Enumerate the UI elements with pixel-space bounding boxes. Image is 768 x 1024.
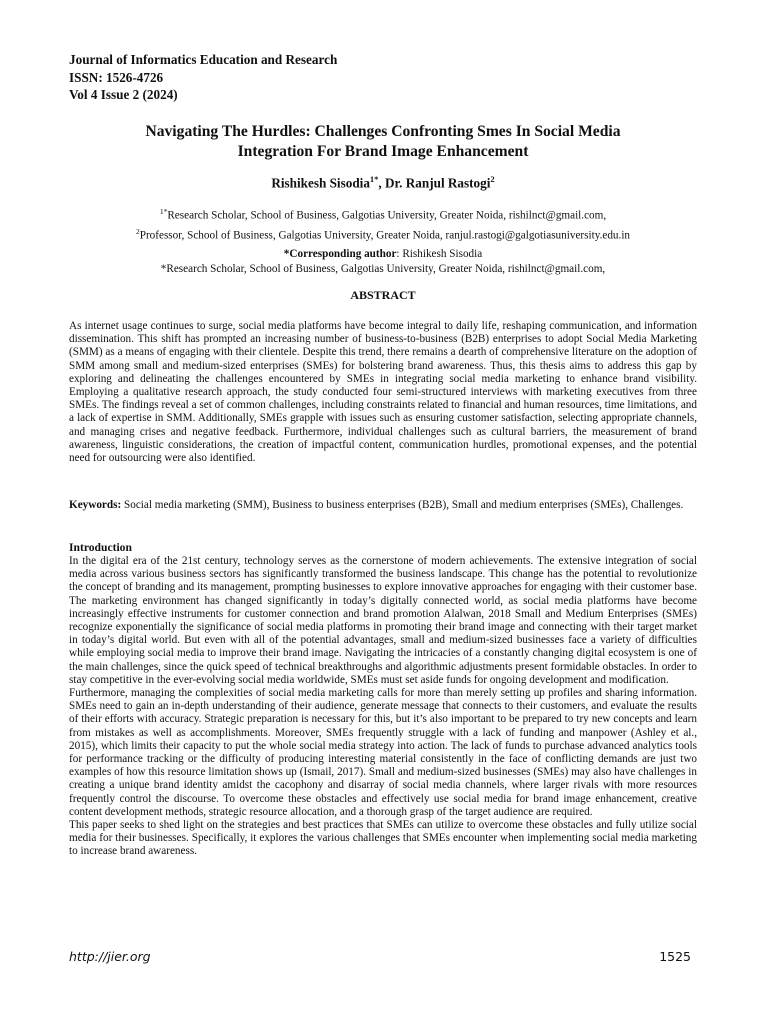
corresponding-affiliation: *Research Scholar, School of Business, Galgotias University, Greater Noida, rishilnct@gmail.com,	[160, 263, 606, 275]
affiliation-2	[69, 224, 697, 244]
intro-paragraph-3: This paper seeks to shed light on the strategies and best practices that SMEs can utilize to overcome these obstacles and fully utilize social media for their businesses. Specifically, it explores the various challenges that SMEs encounter when implementing social media marketing to increase brand awareness.	[69, 819, 697, 858]
affiliation-1-text: Research Scholar, School of Business, Galgotias University, Greater Noida, rishilnct@gmail.com,	[167, 209, 607, 222]
author-list	[69, 174, 697, 191]
corresponding-author	[69, 247, 697, 277]
affiliation-1	[69, 204, 697, 224]
author-1-sup: 1*	[369, 174, 379, 184]
keywords-label: Keywords:	[69, 499, 122, 511]
author-1-name: Rishikesh Sisodia	[271, 175, 370, 191]
affiliation-2-sup: 2	[135, 226, 140, 236]
title-line-1: Navigating The Hurdles: Challenges Confronting Smes In Social Media	[145, 123, 621, 140]
corresponding-name: : Rishikesh Sisodia	[396, 248, 483, 260]
affiliations	[69, 204, 697, 243]
keywords	[69, 499, 697, 512]
author-2-name: Dr. Ranjul Rastogi	[385, 175, 491, 191]
title-line-2: Integration For Brand Image Enhancement	[237, 143, 529, 160]
affiliation-1-sup: 1*	[159, 207, 168, 216]
introduction-body	[69, 555, 697, 859]
footer-page-number: 1525	[659, 949, 691, 964]
journal-name: Journal of Informatics Education and Research	[69, 52, 338, 67]
keywords-text: Social media marketing (SMM), Business to business enterprises (B2B), Small and medium enterprises (SMEs), Challenges.	[121, 499, 684, 511]
author-separator: ,	[378, 175, 386, 191]
introduction-heading: Introduction	[69, 541, 132, 554]
footer-url-link[interactable]: http://jier.org	[69, 949, 151, 964]
intro-paragraph-2: Furthermore, managing the complexities of social media marketing calls for more than merely setting up profiles and sharing information. SMEs need to gain an in-depth understanding of their audience, generate message that connects to their customers, and evaluate the results of their efforts with accuracy. Strategic preparation is necessary for this, but it’s also important to be prepared to try new concepts and learn from mistakes as well as accomplishments. Moreover, SMEs frequently struggle with a lack of funding and manpower (Ashley et al., 2015), which limits their capacity to put the whole social media strategy into action. The lack of funds to purchase advanced analytics tools for performance tracking or the difficulty of producing interesting material consistently in the face of conflicting demands are just two examples of how this resource limitation shows up (Ismail, 2017). Small and medium-sized businesses (SMEs) may also have challenges in creating a unique brand identity amidst the cacophony and disarray of social media channels, where larger rivals with more resources frequently control the discourse. To overcome these obstacles and effectively use social media for brand image enhancement, creative content development methods, strategic resource allocation, and a thorough grasp of the target audience are required.	[69, 687, 697, 818]
journal-header	[69, 51, 337, 104]
journal-issn: ISSN: 1526-4726	[69, 69, 164, 85]
intro-paragraph-1: In the digital era of the 21st century, technology serves as the cornerstone of modern achievements. The extensive integration of social media across various business sectors has significantly transformed the business landscape. This change has the potential to revolutionize the concept of branding and its management, prompting businesses to explore innovative approaches for engaging with their customer base. The marketing environment has changed significantly in today’s digitally connected world, as social media platforms have become increasingly effective instruments for customer connection and brand promotion Alalwan, 2018 Small and Medium Enterprises (SMEs) recognize exponentially the significance of social media platforms in promoting their brand image and connecting with their target market in today’s digital world. But even with all of the potential advantages, small and medium-sized businesses face a variety of difficulties while employing social media to improve their brand image. Navigating the intricacies of a constantly changing digital ecosystem is one of the main challenges, since the quick speed of technical breakthroughs and algorithmic adjustments present formidable obstacles. In order to stay competitive in the ever-evolving social media worldwide, SMEs must set aside funds for ongoing development and modification.	[69, 555, 697, 686]
author-2-sup: 2	[490, 174, 495, 184]
abstract-heading: ABSTRACT	[350, 288, 416, 302]
abstract-text: As internet usage continues to surge, social media platforms have become integral to daily life, reshaping communication, and information dissemination. This shift has prompted an increasing number of business-to-business (B2B) enterprises to adopt Social Media Marketing (SMM) as a means of engaging with their clientele. Despite this trend, there remains a dearth of comprehensive literature on the adoption of SMM among small and medium-sized enterprises (SMEs) for bolstering brand awareness. Thus, this thesis aims to address this gap by exploring and delineating the challenges encountered by SMEs in integrating social media marketing to enhance brand visibility. Employing a qualitative research approach, the study conducted four semi-structured interviews with marketing executives from three SMEs. The findings reveal a set of common challenges, including constraints related to financial and human resources, time limitations, and a lack of expertise in SMM. Additionally, SMEs grapple with issues such as ensuring customer satisfaction, selecting appropriate channels, and managing crises and negative feedback. Furthermore, individual challenges such as cultural barriers, the measurement of brand awareness, linguistic considerations, the creation of impactful content, communication hurdles, promotional expenses, and the potential need for outsourcing were also identified.	[69, 320, 697, 465]
journal-volume: Vol 4 Issue 2 (2024)	[69, 87, 178, 103]
paper-title	[69, 122, 697, 162]
affiliation-2-text: Professor, School of Business, Galgotias University, Greater Noida, ranjul.rastogi@galgotiasuniversity.edu.in	[139, 229, 631, 242]
corresponding-label: *Corresponding author	[283, 248, 397, 260]
